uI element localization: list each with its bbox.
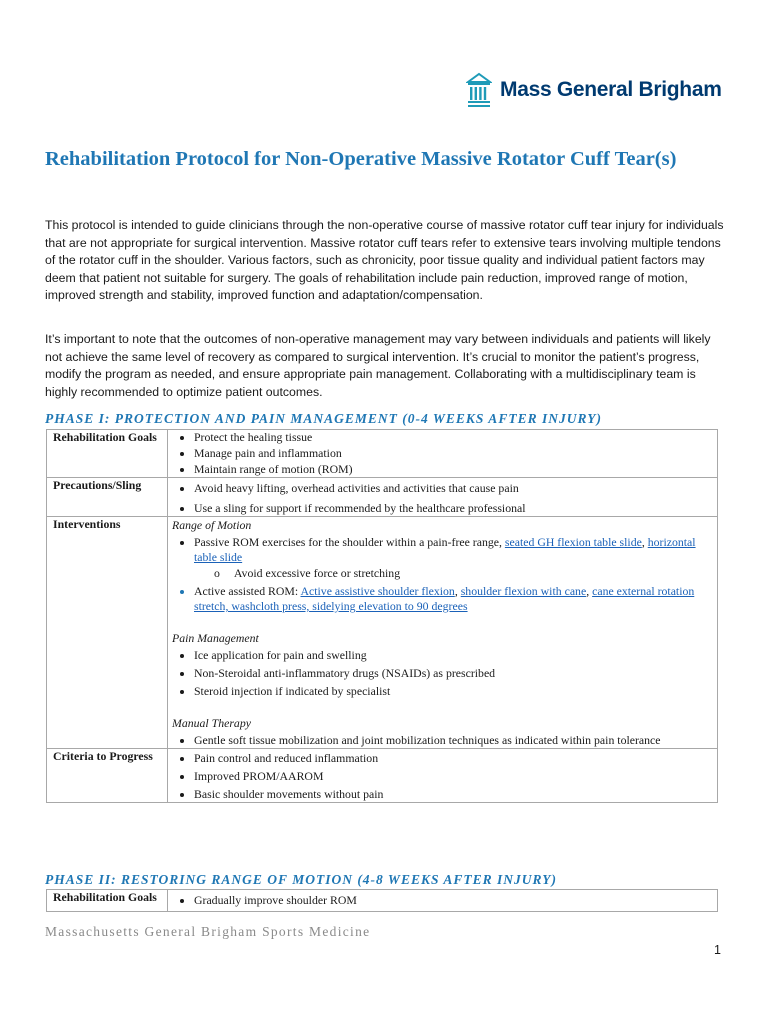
list-item: • Protect the healing tissue — [194, 430, 713, 445]
rom-separator: , — [586, 584, 593, 598]
interventions-label: Interventions — [47, 517, 168, 749]
table-row — [47, 430, 718, 478]
goals-cell — [168, 430, 718, 478]
list-item: • Non-Steroidal anti-inflammatory drugs (NSAIDs) as prescribed — [194, 666, 713, 681]
horizontal-table-slide-link[interactable]: horizontal table slide — [194, 535, 696, 564]
list-item: • Maintain range of motion (ROM) — [194, 462, 713, 477]
rom-active-text: Active assisted ROM: — [194, 584, 301, 598]
rom-passive-text: Passive ROM exercises for the shoulder within a pain-free range, — [194, 535, 505, 549]
manual-therapy-subheading: Manual Therapy — [172, 716, 251, 730]
criteria-cell — [168, 749, 718, 803]
table-row — [47, 890, 718, 912]
phase2-table — [46, 889, 718, 912]
table-row — [47, 749, 718, 803]
pain-management-subheading: Pain Management — [172, 631, 259, 645]
list-item: o Avoid excessive force or stretching — [214, 566, 713, 581]
footer-text: Massachusetts General Brigham Sports Medicine — [45, 924, 371, 939]
precautions-label: Precautions/Sling — [47, 478, 168, 517]
list-item: • Steroid injection if indicated by specialist — [194, 684, 713, 699]
phase2-heading: PHASE II: RESTORING RANGE OF MOTION (4-8 WEEKS AFTER INJURY) — [45, 872, 557, 887]
table-row — [47, 478, 718, 517]
list-item — [194, 584, 713, 614]
page-title: Rehabilitation Protocol for Non-Operative Massive Rotator Cuff Tear(s) — [45, 148, 677, 170]
shoulder-flexion-cane-link[interactable]: shoulder flexion with cane — [460, 584, 587, 598]
interventions-cell — [168, 517, 718, 749]
precautions-cell — [168, 478, 718, 517]
goals-label: Rehabilitation Goals — [47, 890, 168, 912]
table-row — [47, 517, 718, 749]
list-item: • Manage pain and inflammation — [194, 446, 713, 461]
list-item: • Gentle soft tissue mobilization and joint mobilization techniques as indicated within pain tolerance — [194, 733, 713, 748]
phase1-heading: PHASE I: PROTECTION AND PAIN MANAGEMENT (0-4 WEEKS AFTER INJURY) — [45, 411, 602, 426]
intro-paragraph-1: This protocol is intended to guide clinicians through the non-operative course of massive rotator cuff tear injury for individuals that are not appropriate for surgical intervention. Massive rotator cuff tears refer to extensive tears involving multiple tendons of the rotator cuff in the shoulder. Various factors, such as chronicity, poor tissue quality and individual patient factors may deem that patient not suitable for surgery. The goals of rehabilitation include pain reduction, improved range of motion, improved strength and stability, improved function and adaptation/compensation. — [45, 218, 724, 302]
building-logo-icon — [466, 72, 492, 108]
list-item: • Avoid heavy lifting, overhead activities and activities that cause pain — [194, 481, 713, 496]
brand-logo — [466, 72, 722, 108]
page-number: 1 — [714, 943, 721, 957]
goals-label: Rehabilitation Goals — [47, 430, 168, 478]
goals-cell — [168, 890, 718, 912]
criteria-label: Criteria to Progress — [47, 749, 168, 803]
rom-subheading: Range of Motion — [172, 518, 252, 532]
list-item: • Gradually improve shoulder ROM — [194, 893, 713, 908]
active-assistive-flexion-link[interactable]: Active assistive shoulder flexion — [300, 584, 455, 598]
list-item: • Use a sling for support if recommended by the healthcare professional — [194, 501, 713, 516]
seated-gh-flexion-link[interactable]: seated GH flexion table slide — [504, 535, 642, 549]
list-item: • Basic shoulder movements without pain — [194, 787, 713, 802]
list-item: • Ice application for pain and swelling — [194, 648, 713, 663]
intro-paragraph-2: It’s important to note that the outcomes of non-operative management may vary between individuals and patients will likely not achieve the same level of recovery as compared to surgical intervention. It’s crucial to monitor the patient’s progress, modify the program as needed, and ensure appropriate pain management. Collaborating with a multidisciplinary team is highly recommended to optimize patient outcomes. — [45, 332, 711, 399]
logo-text: Mass General Brigham — [500, 78, 722, 101]
phase1-table — [46, 429, 718, 803]
list-item — [194, 535, 713, 581]
list-item: • Pain control and reduced inflammation — [194, 751, 713, 766]
cane-external-rotation-link[interactable]: cane external rotation stretch, washcloth press, sidelying elevation to 90 degrees — [194, 584, 695, 613]
list-item: • Improved PROM/AAROM — [194, 769, 713, 784]
rom-separator: , — [641, 535, 648, 549]
rom-separator: , — [454, 584, 461, 598]
